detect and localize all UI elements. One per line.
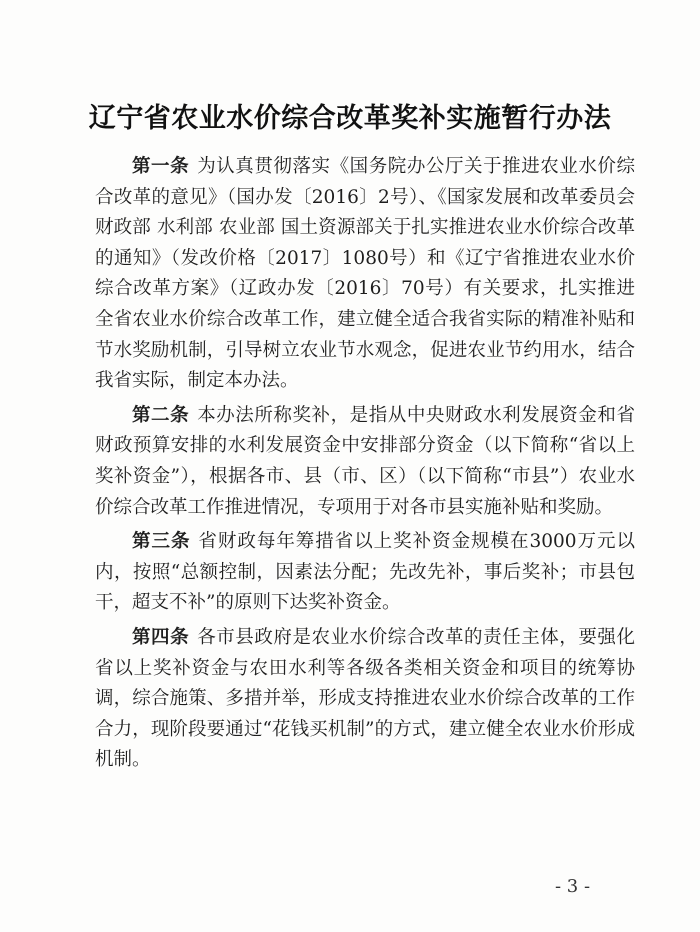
article-3-text: 省财政每年筹措省以上奖补资金规模在3000万元以内，按照“总额控制，因素法分配；先改先补，事后奖补；市县包干，超支不补”的原则下达奖补资金。 [95, 531, 635, 614]
article-2-heading: 第二条 [132, 404, 190, 426]
article-1-heading: 第一条 [132, 156, 190, 177]
article-4 [95, 623, 635, 776]
article-1 [95, 152, 635, 397]
document-title: 辽宁省农业水价综合改革奖补实施暂行办法 [88, 103, 612, 135]
article-3-heading: 第三条 [132, 531, 191, 553]
article-4-heading: 第四条 [132, 626, 190, 648]
article-2 [95, 401, 635, 523]
page-number: - 3 - [555, 876, 591, 897]
article-2-text: 本办法所称奖补，是指从中央财政水利发展资金和省财政预算安排的水利发展资金中安排部分资金（以下简称“省以上奖补资金”），根据各市、县（市、区）（以下简称“市县”）农业水价综合改革工作推进情况，专项用于对各市县实施补贴和奖励。 [95, 404, 635, 518]
article-4-text: 各市县政府是农业水价综合改革的责任主体，要强化省以上奖补资金与农田水利等各级各类相关资金和项目的统筹协调，综合施策、多措并举，形成支持推进农业水价综合改革的工作合力，现阶段要通过“花钱买机制”的方式，建立健全农业水价形成机制。 [95, 626, 635, 771]
document-body [95, 152, 635, 780]
article-1-text: 为认真贯彻落实《国务院办公厅关于推进农业水价综合改革的意见》（国办发〔2016〕2号）、《国家发展和改革委员会 财政部 水利部 农业部 国土资源部关于扎实推进农业水价综合改革的通知》（发改价格〔2017〕1080号）和《辽宁省推进农业水价综合改革方案》（辽政办发〔2016〕70号）有关要求，扎实推进全省农业水价综合改革工作，建立健全适合我省实际的精准补贴和节水奖励机制，引导树立农业节水观念，促进农业节约用水，结合我省实际，制定本办法。 [95, 156, 635, 392]
article-3 [95, 527, 635, 619]
